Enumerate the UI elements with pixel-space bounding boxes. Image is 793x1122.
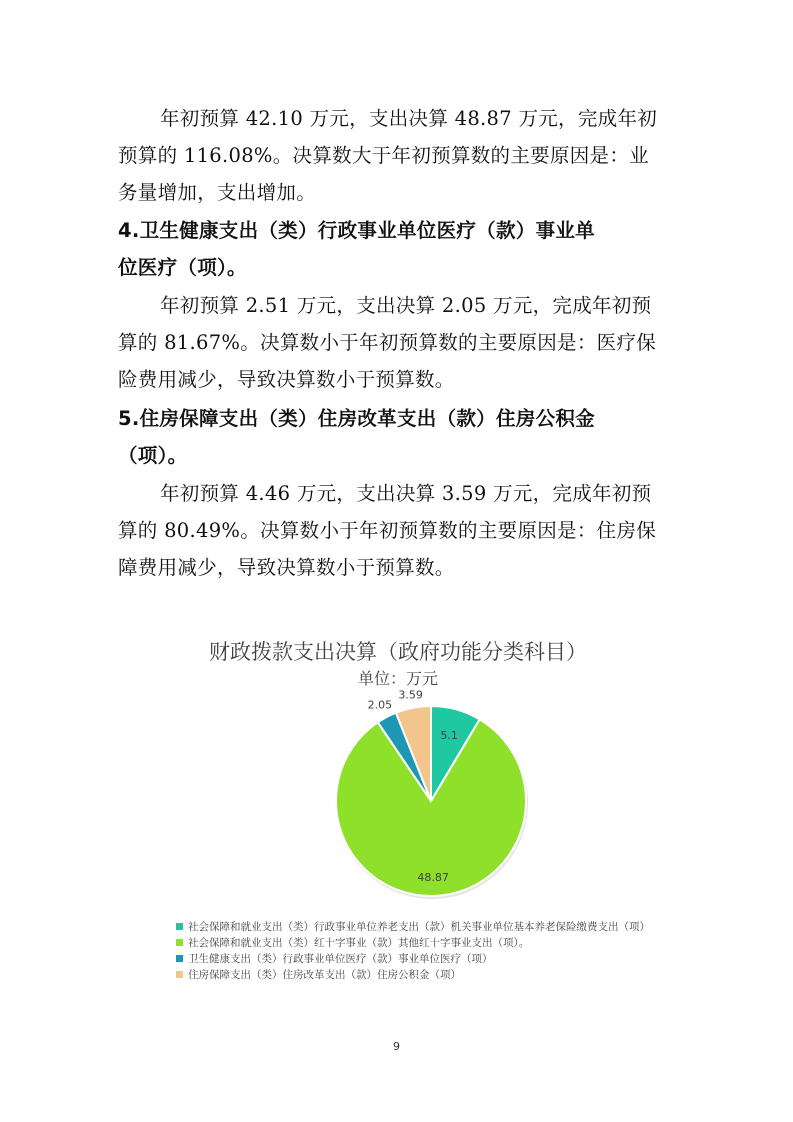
- legend-item: [176, 918, 650, 934]
- pie-chart: [300, 688, 560, 910]
- legend-label: 住房保障支出（类）住房改革支出（款）住房公积金（项）: [188, 968, 461, 981]
- text-line: 年初预算 42.10 万元，支出决算 48.87 万元，完成年初: [160, 107, 658, 130]
- legend-label: 社会保障和就业支出（类）红十字事业（款）其他红十字事业支出（项）。: [188, 936, 530, 949]
- pie-data-label: 5.1: [440, 729, 458, 743]
- paragraph-budget-pension: [118, 100, 678, 211]
- legend-item: [176, 934, 650, 950]
- legend-swatch: [176, 923, 183, 930]
- text-line: 算的 80.49%。决算数小于年初预算数的主要原因是：住房保: [118, 519, 657, 542]
- chart-title: 财政拨款支出决算（政府功能分类科目）: [209, 640, 587, 664]
- legend-item: [176, 966, 650, 982]
- paragraph-budget-housing: [118, 475, 678, 586]
- legend-swatch: [176, 955, 183, 962]
- legend-item: [176, 950, 650, 966]
- legend-swatch: [176, 939, 183, 946]
- text-line: 障费用减少，导致决算数小于预算数。: [118, 556, 455, 579]
- legend-label: 卫生健康支出（类）行政事业单位医疗（款）事业单位医疗（项）: [188, 952, 493, 965]
- pie-data-label: 2.05: [367, 698, 393, 712]
- heading-line: 5.住房保障支出（类）住房改革支出（款）住房公积金: [118, 407, 595, 430]
- legend-label: 社会保障和就业支出（类）行政事业单位养老支出（款）机关事业单位基本养老保险缴费支出（项）: [188, 920, 650, 933]
- chart-subtitle: 单位：万元: [357, 669, 438, 688]
- section-heading-5: [118, 400, 678, 474]
- page-number: 9: [393, 1040, 400, 1053]
- pie-data-label: 3.59: [398, 688, 423, 702]
- paragraph-budget-medical: [118, 287, 678, 398]
- text-line: 险费用减少，导致决算数小于预算数。: [118, 368, 455, 391]
- heading-line: 4.卫生健康支出（类）行政事业单位医疗（款）事业单: [118, 219, 595, 242]
- text-line: 预算的 116.08%。决算数大于年初预算数的主要原因是：业: [118, 144, 649, 167]
- pie-data-label: 48.87: [417, 870, 449, 884]
- heading-line: （项）。: [118, 444, 188, 467]
- section-heading-4: [118, 212, 678, 286]
- text-line: 年初预算 4.46 万元，支出决算 3.59 万元，完成年初预: [160, 482, 652, 505]
- legend-swatch: [176, 971, 183, 978]
- text-line: 年初预算 2.51 万元，支出决算 2.05 万元，完成年初预: [160, 294, 652, 317]
- chart-legend: [176, 918, 650, 982]
- heading-line: 位医疗（项）。: [118, 256, 247, 279]
- text-line: 算的 81.67%。决算数小于年初预算数的主要原因是：医疗保: [118, 331, 657, 354]
- text-line: 务量增加，支出增加。: [118, 181, 317, 204]
